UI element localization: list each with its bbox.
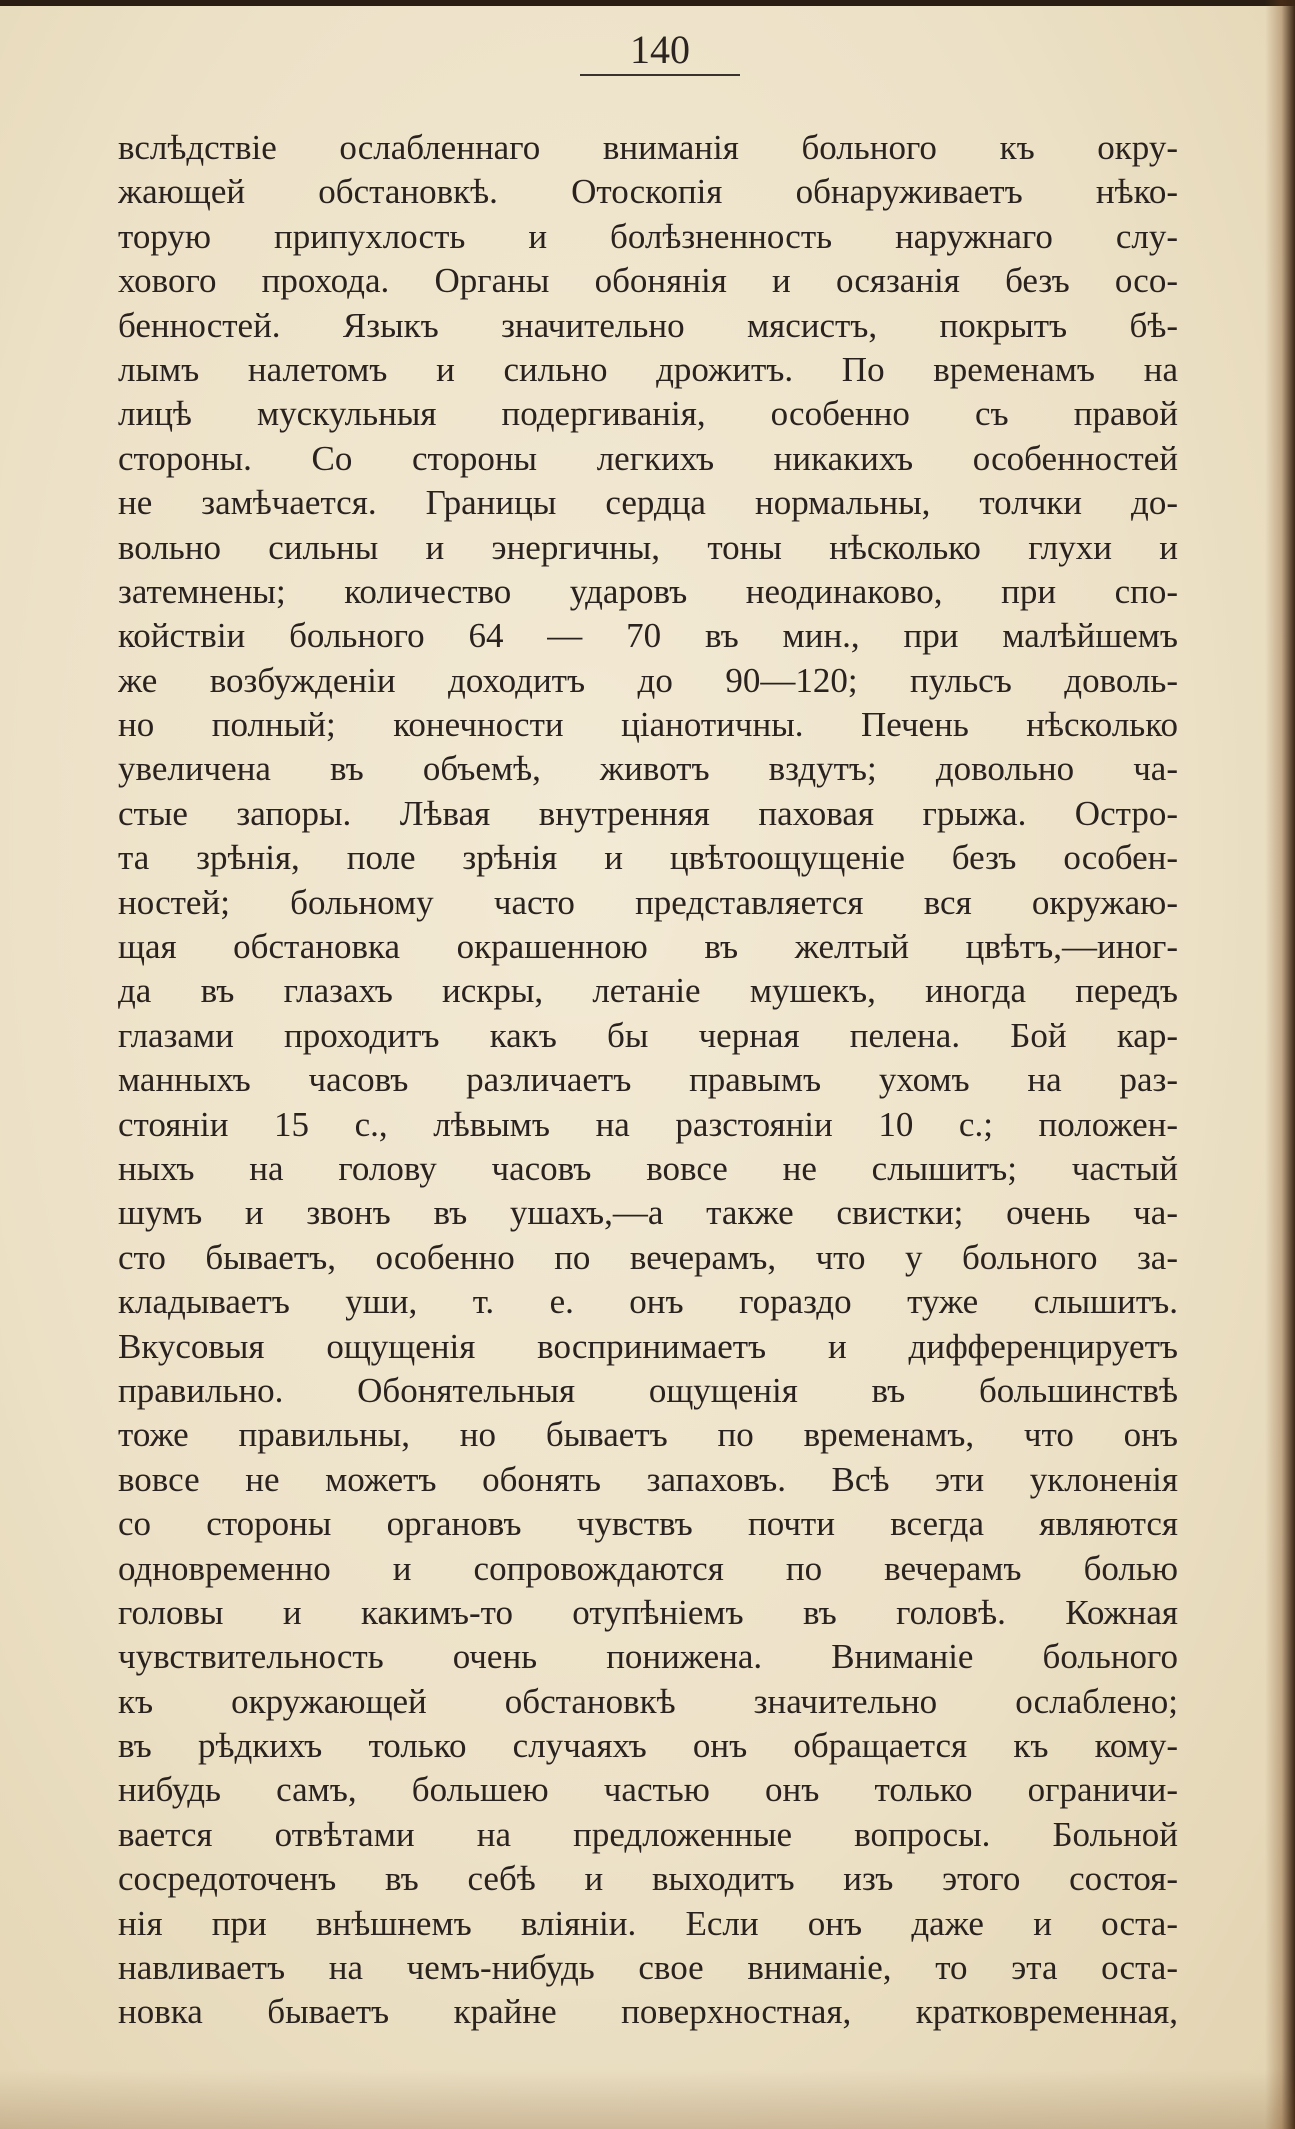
page-shadow [0,2069,1295,2129]
text-line: та зрѣнія, поле зрѣнія и цвѣтоощущеніе безъ особен- [118,838,1178,878]
body-text [118,126,1178,2035]
text-line: койствіи больного 64 — 70 въ мин., при малѣйшемъ [118,616,1178,656]
text-line: хового прохода. Органы обонянія и осязанія безъ осо- [118,261,1178,301]
text-line: вслѣдствіе ослабленнаго вниманія больного къ окру- [118,128,1178,167]
text-line: со стороны органовъ чувствъ почти всегда являются [118,1504,1178,1544]
page-number: 140 [630,27,690,72]
header-rule [580,74,740,76]
text-line: новка бываетъ крайне поверхностная, кратковременная, [118,1992,1178,2032]
text-line: къ окружающей обстановкѣ значительно ослаблено; [118,1681,1178,1721]
binding-edge [1265,0,1295,2129]
text-line: навливаетъ на чемъ-нибудь свое вниманіе, то эта оста- [118,1948,1178,1988]
text-line: кладываетъ уши, т. е. онъ гораздо туже слышитъ. [118,1282,1178,1322]
text-line: нибудь самъ, большею частью онъ только ограничи- [118,1770,1178,1810]
text-line: въ рѣдкихъ только случаяхъ онъ обращается къ кому- [118,1726,1178,1766]
text-line: стороны. Со стороны легкихъ никакихъ особенностей [118,438,1178,478]
text-line: тоже правильны, но бываетъ по временамъ, что онъ [118,1415,1178,1455]
text-line: щая обстановка окрашенною въ желтый цвѣтъ,—иног- [118,927,1178,967]
text-line: не замѣчается. Границы сердца нормальны, толчки до- [118,483,1178,523]
text-line: глазами проходитъ какъ бы черная пелена. Бой кар- [118,1015,1178,1055]
text-line: шумъ и звонъ въ ушахъ,—а также свистки; очень ча- [118,1193,1178,1233]
text-line: правильно. Обонятельныя ощущенія въ большинствѣ [118,1370,1178,1410]
text-line: одновременно и сопровождаются по вечерамъ болью [118,1548,1178,1588]
text-line: торую припухлость и болѣзненность наружнаго слу- [118,216,1178,256]
text-line: ныхъ на голову часовъ вовсе не слышитъ; частый [118,1148,1178,1188]
text-line: же возбужденіи доходитъ до 90—120; пульсъ доволь- [118,660,1178,700]
text-line: стые запоры. Лѣвая внутренняя паховая грыжа. Остро- [118,793,1178,833]
text-line: вольно сильны и энергичны, тоны нѣсколько глухи и [118,527,1178,567]
text-line: увеличена въ объемѣ, животъ вздутъ; довольно ча- [118,749,1178,789]
text-line: да въ глазахъ искры, летаніе мушекъ, иногда передъ [118,971,1178,1011]
text-line: вается отвѣтами на предложенные вопросы. Больной [118,1814,1178,1854]
text-line: чувствительность очень понижена. Вниманіе больного [118,1637,1178,1677]
text-line: лицѣ мускульныя подергиванія, особенно съ правой [118,394,1178,434]
text-line: Вкусовыя ощущенія воспринимаетъ и дифференцируетъ [118,1326,1178,1366]
top-page-edge [0,0,1295,6]
text-line: сто бываетъ, особенно по вечерамъ, что у больного за- [118,1237,1178,1277]
text-line: но полный; конечности ціанотичны. Печень нѣсколько [118,705,1178,745]
text-line: вовсе не можетъ обонять запаховъ. Всѣ эти уклоненія [118,1459,1178,1499]
text-line: сосредоточенъ въ себѣ и выходитъ изъ этого состоя- [118,1859,1178,1899]
text-line: ностей; больному часто представляется вся окружаю- [118,882,1178,922]
text-line: лымъ налетомъ и сильно дрожитъ. По временамъ на [118,349,1178,389]
text-line: затемнены; количество ударовъ неодинаково, при спо- [118,571,1178,611]
text-line: стояніи 15 с., лѣвымъ на разстояніи 10 с.; положен- [118,1104,1178,1144]
text-line: бенностей. Языкъ значительно мясистъ, покрытъ бѣ- [118,305,1178,345]
text-line: нія при внѣшнемъ вліяніи. Если онъ даже и оста- [118,1903,1178,1943]
text-line: жающей обстановкѣ. Отоскопія обнаруживаетъ нѣко- [118,172,1178,212]
text-line: головы и какимъ-то отупѣніемъ въ головѣ. Кожная [118,1592,1178,1632]
text-line: манныхъ часовъ различаетъ правымъ ухомъ на раз- [118,1060,1178,1100]
